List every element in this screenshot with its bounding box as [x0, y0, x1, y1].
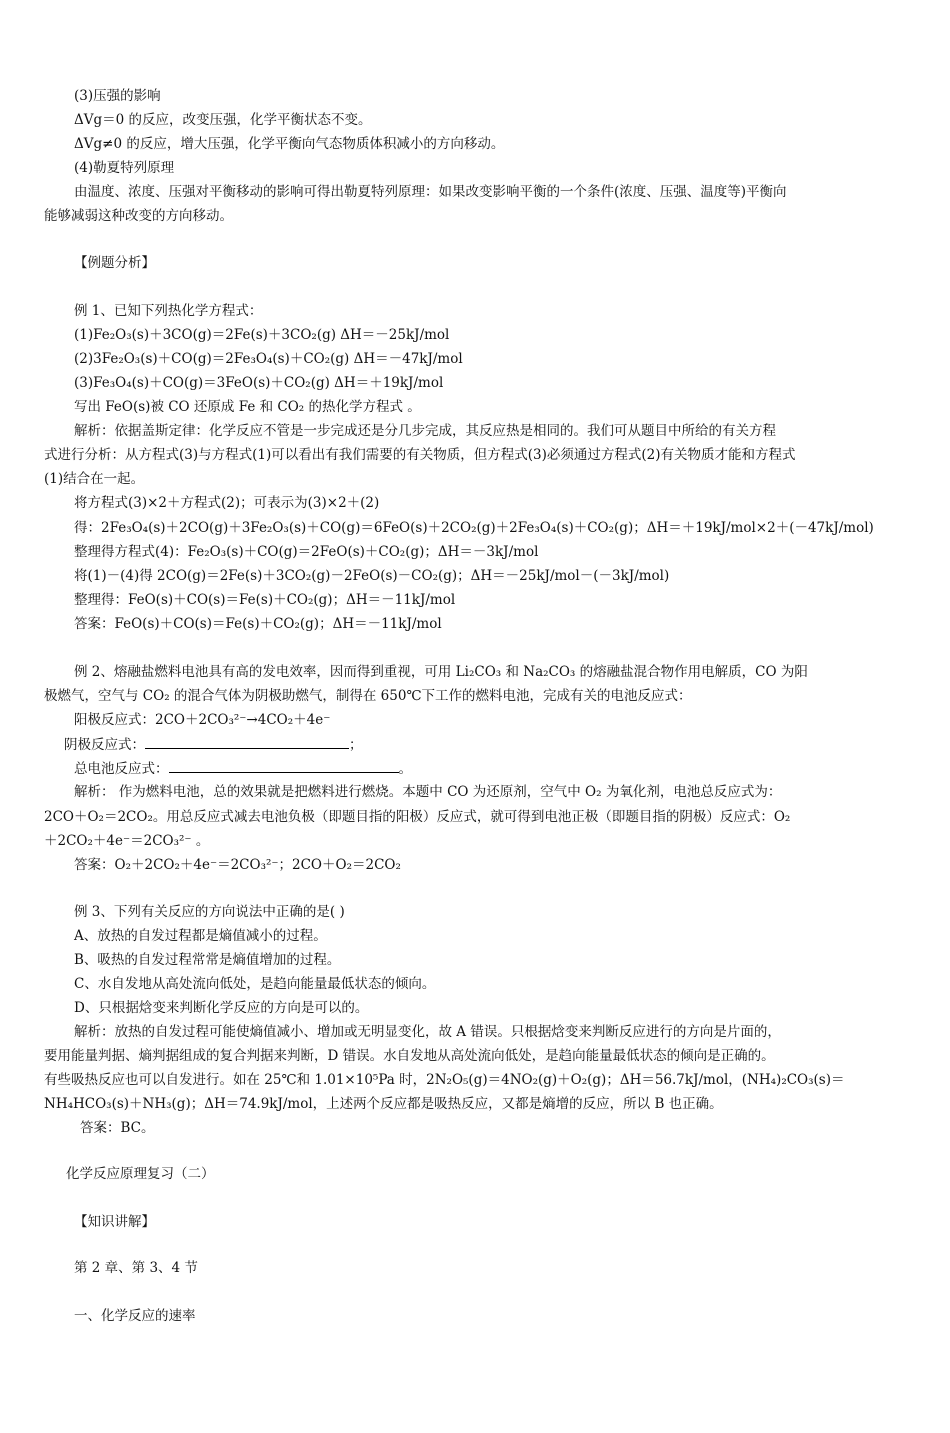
analysis-line: 要用能量判据、熵判据组成的复合判据来判断，D 错误。水自发地从高处流向低处，是趋向能量最低状态的倾向是正确的。 [44, 1048, 775, 1064]
answer-line: 答案：O₂＋2CO₂＋4e⁻＝2CO₃²⁻；2CO＋O₂＝2CO₂ [74, 857, 401, 873]
equation-line: (3)Fe₃O₄(s)＋CO(g)＝3FeO(s)＋CO₂(g) ΔH＝＋19kJ/mol [74, 375, 444, 391]
analysis-line: ＋2CO₂＋4e⁻＝2CO₃²⁻ 。 [44, 833, 210, 849]
chapter-section-label: 第 2 章、第 3、4 节 [74, 1260, 198, 1276]
analysis-line: 有些吸热反应也可以自发进行。如在 25℃和 1.01×10⁵Pa 时，2N₂O₅(g)＝4NO₂(g)＋O₂(g)；ΔH＝56.7kJ/mol，(NH₄)₂CO₃(s)＝ [44, 1072, 845, 1088]
text-line: ΔVg≠0 的反应，增大压强，化学平衡向气态物质体积减小的方向移动。 [74, 136, 505, 152]
analysis-line: 解析：放热的自发过程可能使熵值减小、增加或无明显变化，故 A 错误。只根据焓变来判断反应进行的方向是片面的， [74, 1024, 781, 1040]
answer-line: 答案：FeO(s)＋CO(s)＝Fe(s)＋CO₂(g)；ΔH＝－11kJ/mol [74, 616, 442, 632]
analysis-line: (1)结合在一起。 [44, 471, 145, 487]
text-line: 极燃气，空气与 CO₂ 的混合气体为阴极助燃气，制得在 650℃下工作的燃料电池，完成有关的电池反应式： [44, 688, 692, 704]
anode-equation: 阳极反应式：2CO＋2CO₃²⁻→4CO₂＋4e⁻ [74, 712, 331, 728]
analysis-line: 2CO＋O₂＝2CO₂。用总反应式减去电池负极（即题目指的阳极）反应式，就可得到电池正极（即题目指的阴极）反应式：O₂ [44, 809, 791, 825]
equation-line: 将(1)－(4)得 2CO(g)＝2Fe(s)＋3CO₂(g)－2FeO(s)－CO₂(g)；ΔH＝－25kJ/mol－(－3kJ/mol) [74, 568, 670, 584]
cathode-answer-blank[interactable] [145, 735, 349, 749]
section-heading-le-chatelier: (4)勒夏特列原理 [74, 160, 175, 176]
text-line: ΔVg＝0 的反应，改变压强，化学平衡状态不变。 [74, 112, 372, 128]
example-3-title: 例 3、下列有关反应的方向说法中正确的是( ) [74, 904, 345, 920]
analysis-line: 式进行分析：从方程式(3)与方程式(1)可以看出有我们需要的有关物质，但方程式(3)必须通过方程式(2)有关物质才能和方程式 [44, 447, 796, 463]
answer-line: 答案：BC。 [80, 1120, 155, 1136]
equation-line: 整理得：FeO(s)＋CO(s)＝Fe(s)＋CO₂(g)；ΔH＝－11kJ/mol [74, 592, 456, 608]
cathode-label: 阴极反应式： [64, 737, 145, 753]
analysis-line: 解析： 作为燃料电池，总的效果就是把燃料进行燃烧。本题中 CO 为还原剂，空气中 O₂ 为氧化剂，电池总反应式为： [74, 784, 782, 800]
equation-line: 得：2Fe₃O₄(s)＋2CO(g)＋3Fe₂O₃(s)＋CO(g)＝6FeO(s)＋2CO₂(g)＋2Fe₃O₄(s)＋CO₂(g)；ΔH＝＋19kJ/mol×2＋(－47kJ/mol) [74, 520, 874, 536]
example-analysis-heading: 【例题分析】 [74, 255, 155, 271]
option-c: C、水自发地从高处流向低处，是趋向能量最低状态的倾向。 [74, 976, 436, 992]
question-line: 写出 FeO(s)被 CO 还原成 Fe 和 CO₂ 的热化学方程式 。 [74, 399, 421, 415]
text-line: 由温度、浓度、压强对平衡移动的影响可得出勒夏特列原理：如果改变影响平衡的一个条件(浓度、压强、温度等)平衡向 [74, 184, 787, 200]
overall-answer-blank[interactable] [169, 759, 399, 773]
analysis-line: 将方程式(3)×2＋方程式(2)；可表示为(3)×2＋(2) [74, 495, 380, 511]
equation-line: (1)Fe₂O₃(s)＋3CO(g)＝2Fe(s)＋3CO₂(g) ΔH＝－25kJ/mol [74, 327, 450, 343]
section-heading-pressure: (3)压强的影响 [74, 88, 161, 104]
overall-equation-row [74, 759, 412, 778]
knowledge-heading: 【知识讲解】 [74, 1214, 155, 1230]
example-2-title: 例 2、熔融盐燃料电池具有高的发电效率，因而得到重视，可用 Li₂CO₃ 和 Na₂CO₃ 的熔融盐混合物作用电解质，CO 为阳 [74, 664, 808, 680]
cathode-equation-row [64, 735, 363, 754]
text-line: 能够减弱这种改变的方向移动。 [44, 208, 233, 224]
analysis-line: 解析：依据盖斯定律：化学反应不管是一步完成还是分几步完成，其反应热是相同的。我们可从题目中所给的有关方程 [74, 423, 776, 439]
option-a: A、放热的自发过程都是熵值减小的过程。 [74, 928, 327, 944]
chapter-title: 化学反应原理复习（二） [66, 1166, 215, 1182]
example-1-title: 例 1、已知下列热化学方程式： [74, 303, 263, 319]
section-heading-rate: 一、化学反应的速率 [74, 1308, 196, 1324]
option-b: B、吸热的自发过程常常是熵值增加的过程。 [74, 952, 341, 968]
equation-line: (2)3Fe₂O₃(s)＋CO(g)＝2Fe₃O₄(s)＋CO₂(g) ΔH＝－47kJ/mol [74, 351, 463, 367]
analysis-line: NH₄HCO₃(s)＋NH₃(g)；ΔH＝74.9kJ/mol，上述两个反应都是吸热反应，又都是熵增的反应，所以 B 也正确。 [44, 1096, 723, 1112]
option-d: D、只根据焓变来判断化学反应的方向是可以的。 [74, 1000, 369, 1016]
overall-label: 总电池反应式： [74, 761, 169, 777]
punctuation: 。 [398, 761, 412, 777]
punctuation: ； [349, 737, 363, 753]
equation-line: 整理得方程式(4)：Fe₂O₃(s)＋CO(g)＝2FeO(s)＋CO₂(g)；ΔH＝－3kJ/mol [74, 544, 539, 560]
